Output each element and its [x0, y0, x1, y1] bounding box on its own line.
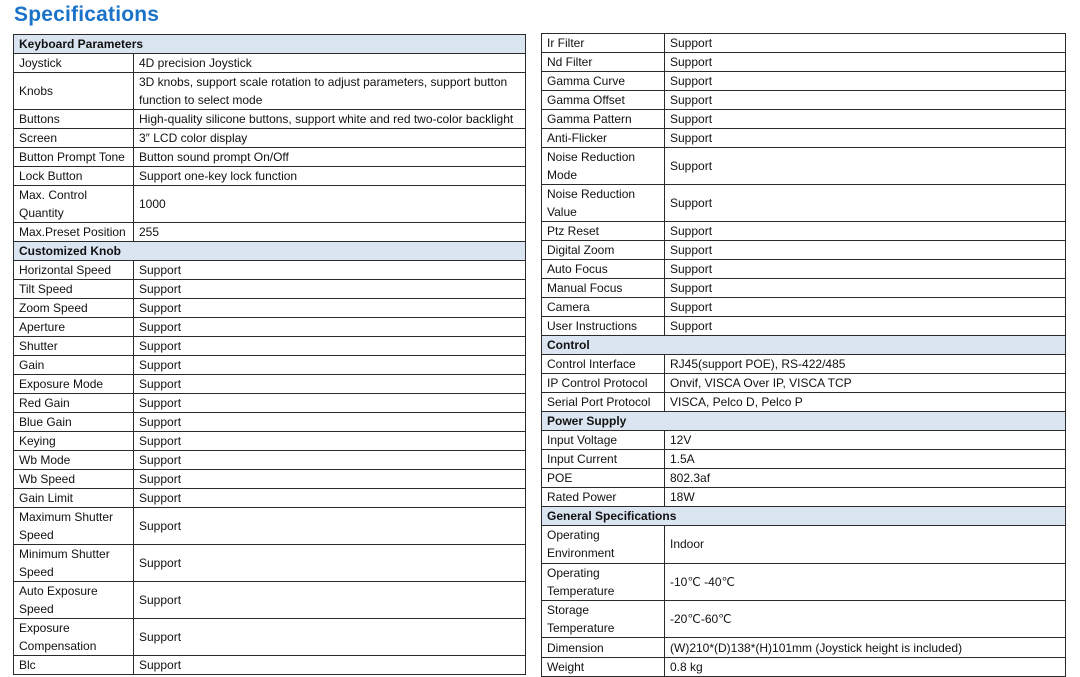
spec-row-ip-control-protocol [542, 374, 1066, 393]
spec-label: Serial Port Protocol [542, 393, 665, 412]
spec-label: Manual Focus [542, 279, 665, 298]
spec-row-tilt-speed [14, 280, 526, 299]
spec-row-keying [14, 432, 526, 451]
spec-row-gain-limit [14, 489, 526, 508]
spec-value: Support [665, 260, 1066, 279]
spec-row-noise-reduction-mode [542, 148, 1066, 185]
spec-row-auto-focus [542, 260, 1066, 279]
spec-value: Support [134, 280, 526, 299]
spec-label: Gamma Curve [542, 72, 665, 91]
spec-label: Blc [14, 656, 134, 675]
section-header-control [542, 336, 1066, 355]
spec-label: Exposure Mode [14, 375, 134, 394]
spec-label: Operating Temperature [542, 563, 665, 600]
spec-label: Exposure Compensation [14, 619, 134, 656]
spec-row-poe [542, 469, 1066, 488]
spec-label: Screen [14, 129, 134, 148]
spec-label: Maximum Shutter Speed [14, 508, 134, 545]
spec-label: Lock Button [14, 167, 134, 186]
spec-row-red-gain [14, 394, 526, 413]
spec-label: User Instructions [542, 317, 665, 336]
spec-label: Noise Reduction Value [542, 185, 665, 222]
spec-value: Support [665, 298, 1066, 317]
spec-label: Red Gain [14, 394, 134, 413]
section-header-keyboard-parameters [14, 35, 526, 54]
spec-label: Dimension [542, 637, 665, 658]
spec-label: Keying [14, 432, 134, 451]
spec-value: 4D precision Joystick [134, 54, 526, 73]
spec-label: Camera [542, 298, 665, 317]
spec-row-aperture [14, 318, 526, 337]
spec-value: Support [134, 451, 526, 470]
spec-value: Support [134, 619, 526, 656]
spec-label: Input Voltage [542, 431, 665, 450]
spec-label: Minimum Shutter Speed [14, 545, 134, 582]
spec-label: Zoom Speed [14, 299, 134, 318]
spec-row-serial-port-protocol [542, 393, 1066, 412]
spec-label: Blue Gain [14, 413, 134, 432]
spec-row-operating-environment [542, 526, 1066, 563]
spec-label: Max. Control Quantity [14, 186, 134, 223]
spec-label: Nd Filter [542, 53, 665, 72]
spec-value: VISCA, Pelco D, Pelco P [665, 393, 1066, 412]
section-header-general-specifications [542, 507, 1066, 526]
spec-label: Ptz Reset [542, 222, 665, 241]
spec-value: Support [134, 582, 526, 619]
spec-value: Support [134, 508, 526, 545]
spec-row-shutter [14, 337, 526, 356]
spec-value: Support [665, 241, 1066, 260]
spec-value: Support [134, 545, 526, 582]
spec-value: 18W [665, 488, 1066, 507]
spec-value: Support [665, 53, 1066, 72]
section-header-power-supply [542, 412, 1066, 431]
spec-value: Support [134, 318, 526, 337]
spec-label: Auto Focus [542, 260, 665, 279]
spec-value: Support one-key lock function [134, 167, 526, 186]
spec-row-wb-mode [14, 451, 526, 470]
spec-row-max-preset-position [14, 223, 526, 242]
spec-value: RJ45(support POE), RS-422/485 [665, 355, 1066, 374]
spec-row-buttons [14, 110, 526, 129]
spec-row-horizontal-speed [14, 261, 526, 280]
spec-label: Aperture [14, 318, 134, 337]
spec-row-control-interface [542, 355, 1066, 374]
spec-label: Shutter [14, 337, 134, 356]
spec-value: Support [134, 375, 526, 394]
spec-value: Support [134, 656, 526, 675]
spec-value: Support [134, 432, 526, 451]
spec-value: Indoor [665, 526, 1066, 563]
spec-value: Onvif, VISCA Over IP, VISCA TCP [665, 374, 1066, 393]
spec-label: Noise Reduction Mode [542, 148, 665, 185]
spec-value: Support [665, 129, 1066, 148]
spec-row-ir-filter [542, 34, 1066, 53]
spec-label: Gamma Pattern [542, 110, 665, 129]
spec-row-storage-temperature [542, 600, 1066, 637]
spec-row-knobs [14, 73, 526, 110]
spec-label: Button Prompt Tone [14, 148, 134, 167]
spec-value: Support [665, 185, 1066, 222]
spec-row-nd-filter [542, 53, 1066, 72]
spec-value: Support [134, 299, 526, 318]
spec-table-left [13, 34, 526, 675]
spec-value: Support [665, 110, 1066, 129]
spec-label: Joystick [14, 54, 134, 73]
spec-row-camera [542, 298, 1066, 317]
spec-label: Auto Exposure Speed [14, 582, 134, 619]
spec-value: -10℃ -40℃ [665, 563, 1066, 600]
spec-label: Horizontal Speed [14, 261, 134, 280]
spec-label: IP Control Protocol [542, 374, 665, 393]
spec-label: Gain [14, 356, 134, 375]
spec-label: Rated Power [542, 488, 665, 507]
spec-value: Support [134, 394, 526, 413]
spec-value: Support [665, 317, 1066, 336]
section-title: Power Supply [542, 412, 1066, 431]
spec-value: Support [665, 72, 1066, 91]
spec-label: Digital Zoom [542, 241, 665, 260]
spec-value: Support [134, 356, 526, 375]
spec-row-minimum-shutter-speed [14, 545, 526, 582]
spec-row-anti-flicker [542, 129, 1066, 148]
spec-row-maximum-shutter-speed [14, 508, 526, 545]
spec-label: Input Current [542, 450, 665, 469]
spec-value: High-quality silicone buttons, support white and red two-color backlight [134, 110, 526, 129]
spec-value: 1000 [134, 186, 526, 223]
spec-row-digital-zoom [542, 241, 1066, 260]
spec-value: Support [134, 337, 526, 356]
spec-label: Ir Filter [542, 34, 665, 53]
spec-value: Support [665, 34, 1066, 53]
spec-table-right [541, 33, 1066, 677]
spec-label: Anti-Flicker [542, 129, 665, 148]
spec-label: Gamma Offset [542, 91, 665, 110]
spec-row-blc [14, 656, 526, 675]
spec-value: Support [665, 148, 1066, 185]
spec-row-exposure-mode [14, 375, 526, 394]
spec-row-input-voltage [542, 431, 1066, 450]
section-header-customized-knob [14, 242, 526, 261]
spec-value: 12V [665, 431, 1066, 450]
spec-value: Button sound prompt On/Off [134, 148, 526, 167]
spec-row-exposure-compensation [14, 619, 526, 656]
spec-row-zoom-speed [14, 299, 526, 318]
section-title: Control [542, 336, 1066, 355]
section-title: Keyboard Parameters [14, 35, 526, 54]
page-title: Specifications [14, 3, 160, 26]
spec-label: Storage Temperature [542, 600, 665, 637]
spec-value: (W)210*(D)138*(H)101mm (Joystick height is included) [665, 637, 1066, 658]
spec-row-gamma-offset [542, 91, 1066, 110]
section-title: General Specifications [542, 507, 1066, 526]
spec-label: POE [542, 469, 665, 488]
spec-value: 255 [134, 223, 526, 242]
spec-row-auto-exposure-speed [14, 582, 526, 619]
spec-row-weight [542, 658, 1066, 677]
spec-value: 802.3af [665, 469, 1066, 488]
spec-label: Knobs [14, 73, 134, 110]
spec-label: Weight [542, 658, 665, 677]
section-title: Customized Knob [14, 242, 526, 261]
spec-row-input-current [542, 450, 1066, 469]
spec-row-max-control-quantity [14, 186, 526, 223]
spec-value: 1.5A [665, 450, 1066, 469]
spec-row-manual-focus [542, 279, 1066, 298]
spec-value: Support [665, 279, 1066, 298]
spec-label: Wb Speed [14, 470, 134, 489]
spec-value: Support [665, 222, 1066, 241]
spec-label: Wb Mode [14, 451, 134, 470]
spec-value: -20℃-60℃ [665, 600, 1066, 637]
spec-row-lock-button [14, 167, 526, 186]
spec-row-screen [14, 129, 526, 148]
spec-row-gain [14, 356, 526, 375]
spec-value: Support [134, 261, 526, 280]
spec-value: Support [134, 489, 526, 508]
spec-row-wb-speed [14, 470, 526, 489]
spec-row-dimension [542, 637, 1066, 658]
spec-label: Max.Preset Position [14, 223, 134, 242]
spec-label: Gain Limit [14, 489, 134, 508]
spec-row-noise-reduction-value [542, 185, 1066, 222]
spec-row-gamma-curve [542, 72, 1066, 91]
spec-row-rated-power [542, 488, 1066, 507]
spec-value: 0.8 kg [665, 658, 1066, 677]
spec-label: Tilt Speed [14, 280, 134, 299]
spec-row-joystick [14, 54, 526, 73]
spec-row-operating-temperature [542, 563, 1066, 600]
spec-value: Support [134, 470, 526, 489]
spec-value: 3″ LCD color display [134, 129, 526, 148]
spec-value: 3D knobs, support scale rotation to adjust parameters, support button function to select mode [134, 73, 526, 110]
spec-value: Support [665, 91, 1066, 110]
spec-row-ptz-reset [542, 222, 1066, 241]
spec-value: Support [134, 413, 526, 432]
spec-row-user-instructions [542, 317, 1066, 336]
spec-row-blue-gain [14, 413, 526, 432]
spec-row-button-prompt-tone [14, 148, 526, 167]
spec-label: Buttons [14, 110, 134, 129]
spec-label: Operating Environment [542, 526, 665, 563]
spec-label: Control Interface [542, 355, 665, 374]
spec-row-gamma-pattern [542, 110, 1066, 129]
